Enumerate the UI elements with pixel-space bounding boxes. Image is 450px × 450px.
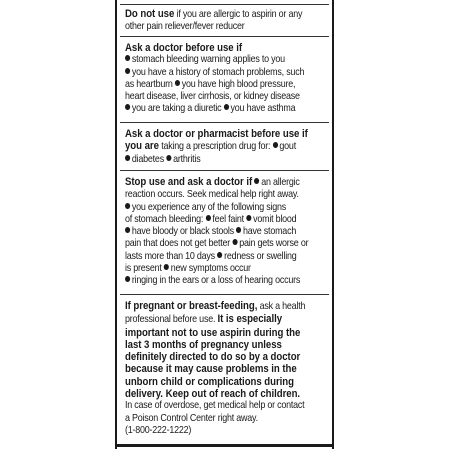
poison-control-phone: (1-800-222-1222) [125,424,192,436]
pregnancy-text: ask a health [257,301,306,312]
list-item: lasts more than 10 days [125,250,215,262]
bullet-icon [125,227,130,233]
bullet-icon [125,104,130,110]
do-not-use-text: if you are allergic to aspirin or any [174,9,303,20]
list-item: gout [279,141,296,153]
bullet-icon [125,68,130,74]
pregnancy-warning-bold: definitely directed to do so by a doctor [125,351,301,364]
ask-pharmacist-heading: Ask a doctor or pharmacist before use if [125,128,308,140]
bullet-icon [164,264,169,270]
list-item: diabetes [131,153,164,165]
divider [120,36,329,37]
do-not-use-heading: Do not use [125,8,175,20]
list-item: have bloody or black stools [131,226,234,238]
bullet-icon [224,104,229,110]
ask-doctor-heading: Ask a doctor before use if [125,42,243,54]
list-item: feel faint [212,213,244,225]
do-not-use-text-cont: other pain reliever/fever reducer [125,21,245,33]
list-item: is present [125,263,162,275]
ask-pharmacist-heading-cont: you are [125,140,159,153]
list-item: of stomach bleeding: [125,213,204,225]
bullet-icon [232,239,237,245]
bullet-icon [254,178,259,184]
drug-facts-warnings-panel [115,0,334,449]
divider [120,170,329,171]
list-item: vomit blood [253,213,297,225]
list-item: pain that does not get better [125,238,231,250]
pregnancy-warning-bold: last 3 months of pregnancy unless [125,338,282,351]
bullet-icon [125,203,130,209]
list-item: new symptoms occur [170,263,251,275]
bottom-border [117,444,332,447]
list-item: heart disease, liver cirrhosis, or kidney disease [125,91,300,103]
pregnancy-text-cont: professional before use. [125,314,218,326]
pregnancy-heading: If pregnant or breast-feeding, [125,300,258,312]
list-item: pain gets worse or [239,238,309,250]
bullet-icon [217,252,222,258]
divider [120,122,329,123]
divider [120,294,329,295]
bullet-icon [125,155,130,161]
bullet-icon [246,215,251,221]
bullet-icon [125,276,130,282]
list-item: you have high blood pressure, [181,78,296,90]
list-item: you are taking a diuretic [131,103,222,115]
list-item: stomach bleeding warning applies to you [131,54,285,66]
list-item: reaction occurs. Seek medical help right away. [125,189,299,201]
stop-use-section [125,176,330,288]
list-item: as heartburn [125,78,173,90]
list-item: you have a history of stomach problems, such [131,66,305,78]
bullet-icon [205,215,210,221]
list-item: you have asthma [230,103,296,115]
list-item: redness or swelling [224,250,297,262]
ask-doctor-section [125,42,330,116]
list-item: an allergic [261,177,300,188]
bullet-icon [125,55,130,61]
list-item: have stomach [243,226,297,238]
pregnancy-section [125,300,330,437]
ask-pharmacist-section [125,128,330,166]
bullet-icon [175,80,180,86]
list-item: ringing in the ears or a loss of hearing occurs [131,275,301,287]
do-not-use-section [125,8,330,34]
bullet-icon [166,155,171,161]
list-item: you experience any of the following signs [131,201,287,213]
pregnancy-warning-bold: important not to use aspirin during the [125,326,301,339]
bullet-icon [236,227,241,233]
pregnancy-warning-bold: unborn child or complications during [125,375,294,388]
pregnancy-warning-bold: It is especially [217,313,283,326]
list-item: arthritis [173,153,201,165]
ask-pharmacist-text: taking a prescription drug for: [158,141,271,153]
pregnancy-warning-bold: because it may cause problems in the [125,363,297,376]
overdose-text: a Poison Control Center right away. [125,412,258,424]
stop-use-heading: Stop use and ask a doctor if [125,176,253,188]
overdose-text: In case of overdose, get medical help or contact [125,400,305,412]
bullet-icon [273,142,278,148]
divider [120,4,329,5]
keep-out-of-reach-warning: delivery. Keep out of reach of children. [125,388,301,401]
